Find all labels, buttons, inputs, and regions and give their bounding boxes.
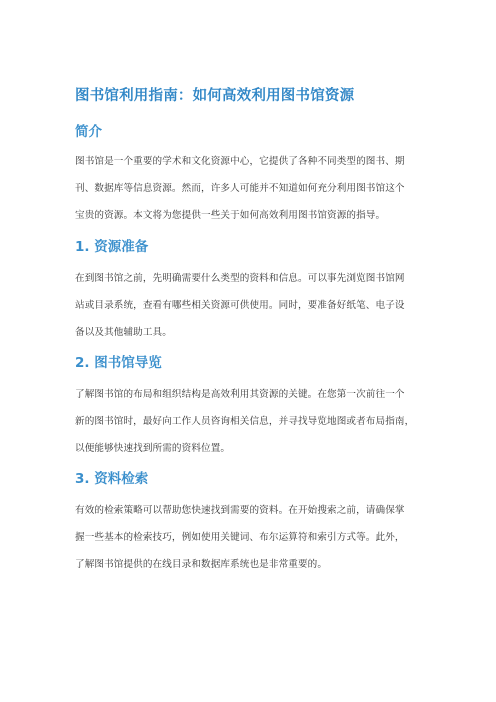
paragraph-line: 有效的检索策略可以帮助您快速找到需要的资料。在开始搜索之前，请确保掌 — [75, 505, 405, 516]
paragraph-line: 了解图书馆的布局和组织结构是高效利用其资源的关键。在您第一次前往一个 — [75, 389, 405, 400]
paragraph-line: 图书馆是一个重要的学术和文化资源中心，它提供了各种不同类型的图书、期 — [75, 156, 405, 167]
section-heading-intro: 简介 — [75, 124, 102, 140]
paragraph-line: 新的图书馆时，最好向工作人员咨询相关信息，并寻找导览地图或者布局指南， — [75, 416, 415, 427]
paragraph-line: 站或目录系统，查看有哪些相关资源可供使用。同时，要准备好纸笔、电子设 — [75, 300, 405, 311]
paragraph-line: 了解图书馆提供的在线目录和数据库系统也是非常重要的。 — [75, 559, 328, 570]
document-title: 图书馆利用指南：如何高效利用图书馆资源 — [75, 88, 355, 104]
paragraph-line: 宝贵的资源。本文将为您提供一些关于如何高效利用图书馆资源的指导。 — [75, 210, 386, 221]
section-heading-retrieval: 3. 资料检索 — [75, 471, 149, 487]
paragraph-line: 备以及其他辅助工具。 — [75, 327, 172, 338]
paragraph-line: 以便能够快速找到所需的资料位置。 — [75, 443, 231, 454]
paragraph-line: 握一些基本的检索技巧，例如使用关键词、布尔运算符和索引方式等。此外， — [75, 532, 405, 543]
section-heading-library-tour: 2. 图书馆导览 — [75, 355, 162, 371]
paragraph-line: 在到图书馆之前，先明确需要什么类型的资料和信息。可以事先浏览图书馆网 — [75, 273, 405, 284]
section-heading-resource-prep: 1. 资源准备 — [75, 239, 149, 255]
paragraph-line: 刊、数据库等信息资源。然而，许多人可能并不知道如何充分利用图书馆这个 — [75, 183, 405, 194]
